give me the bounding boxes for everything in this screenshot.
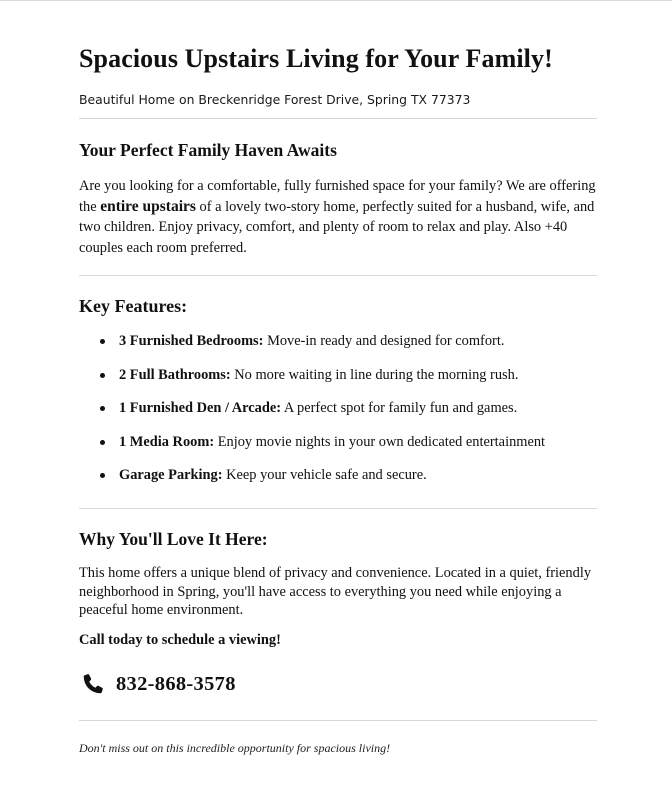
bullet-icon — [100, 406, 105, 411]
list-item — [79, 465, 597, 499]
bullet-icon — [100, 339, 105, 344]
phone-contact[interactable] — [81, 670, 236, 698]
list-item — [79, 398, 597, 432]
why-paragraph: This home offers a unique blend of privacy and convenience. Located in a quiet, friendly neighborhood in Spring, you'll have access to everything you need while enjoying a peaceful home environment. — [79, 565, 592, 618]
intro-paragraph — [79, 176, 597, 258]
feature-label: 2 Full Bathrooms: — [119, 366, 231, 383]
features-list — [79, 331, 597, 499]
divider — [79, 508, 597, 509]
feature-text: Move-in ready and designed for comfort. — [263, 333, 505, 349]
feature-text: A perfect spot for family fun and games. — [281, 400, 518, 416]
feature-label: 1 Media Room: — [119, 433, 215, 450]
feature-text: Enjoy movie nights in your own dedicated entertainment — [214, 433, 546, 450]
divider — [79, 275, 597, 276]
feature-label: Garage Parking: — [119, 467, 223, 483]
divider — [79, 720, 597, 721]
intro-text-start: Are you looking for a comfortable, fully furnished space for your family? We are offering the — [79, 178, 596, 215]
feature-label: 3 Furnished Bedrooms: — [119, 333, 264, 349]
intro-text-end: of a lovely two-story home, perfectly suited for a husband, wife, and two children. Enjoy privacy, comfort, and plenty of room to relax and play. Also +40 couples each room preferred. — [79, 198, 595, 256]
bullet-icon — [100, 440, 105, 445]
page-title: Spacious Upstairs Living for Your Family! — [79, 44, 553, 73]
list-item — [79, 365, 597, 399]
footer-note: Don't miss out on this incredible opportunity for spacious living! — [79, 741, 391, 755]
bullet-icon — [100, 473, 105, 478]
bullet-icon — [100, 373, 105, 378]
address-subtitle: Beautiful Home on Breckenridge Forest Drive, Spring TX 77373 — [79, 92, 471, 107]
top-border — [0, 0, 672, 1]
list-item — [79, 432, 597, 466]
feature-text: No more waiting in line during the morning rush. — [230, 366, 519, 383]
feature-text: Keep your vehicle safe and secure. — [222, 467, 427, 483]
list-item — [79, 331, 597, 365]
features-heading: Key Features: — [79, 296, 188, 316]
divider — [79, 118, 597, 119]
feature-label: 1 Furnished Den / Arcade: — [119, 400, 282, 416]
phone-number[interactable]: 832-868-3578 — [116, 672, 236, 695]
intro-heading: Your Perfect Family Haven Awaits — [79, 140, 337, 160]
phone-icon — [81, 672, 105, 696]
call-to-action: Call today to schedule a viewing! — [79, 632, 281, 648]
intro-bold-text: entire upstairs — [100, 197, 196, 215]
why-heading: Why You'll Love It Here: — [79, 529, 268, 549]
